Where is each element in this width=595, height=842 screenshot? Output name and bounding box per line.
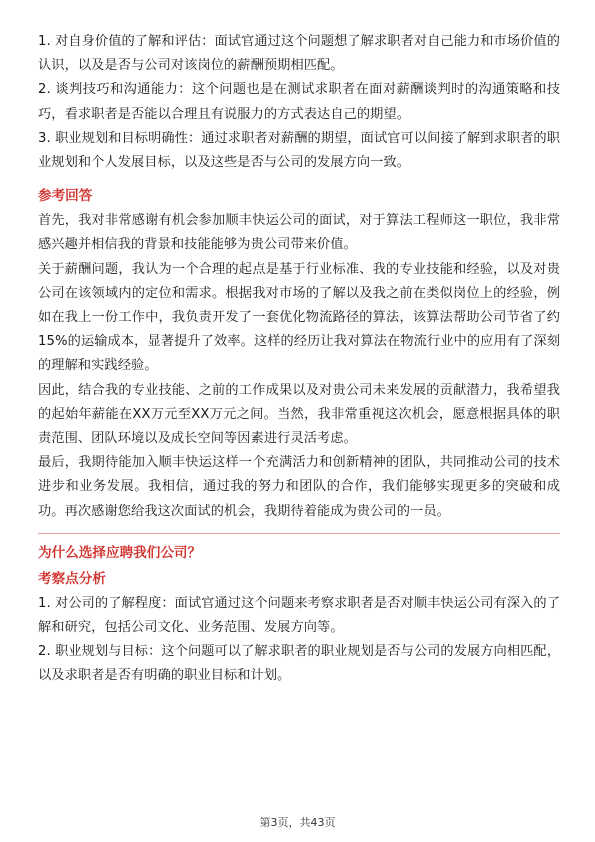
question-title: 为什么选择应聘我们公司？ (38, 544, 202, 561)
analysis-point-2: 2. 职业规划与目标：这个问题可以了解求职者的职业规划是否与公司的发展方向相匹配，以及求职者是否有明确的职业目标和计划。 (38, 644, 560, 684)
reference-paragraph-1: 首先，我对非常感谢有机会参加顺丰快运公司的面试，对于算法工程师这一职位，我非常感兴趣并相信我的背景和技能能够为贵公司带来价值。 (38, 213, 560, 253)
reference-answer-heading: 参考回答 (38, 188, 93, 205)
reference-paragraph-3: 因此，结合我的专业技能、之前的工作成果以及对贵公司未来发展的贡献潜力，我希望我的起始年薪能在XX万元至XX万元之间。当然，我非常重视这次机会，愿意根据具体的职责范围、团队环境以及成长空间等因素进行灵活考虑。 (38, 382, 560, 447)
assessment-point-3: 3. 职业规划和目标明确性：通过求职者对薪酬的期望，面试官可以间接了解到求职者的职业规划和个人发展目标，以及这些是否与公司的发展方向一致。 (38, 130, 560, 171)
analysis-point-1: 1. 对公司的了解程度：面试官通过这个问题来考察求职者是否对顺丰快运公司有深入的了解和研究，包括公司文化、业务范围、发展方向等。 (38, 595, 560, 636)
assessment-points-list (38, 30, 560, 175)
reference-answer-section (38, 183, 560, 524)
question-section (38, 540, 560, 689)
section-divider (38, 533, 560, 534)
reference-paragraph-4: 最后，我期待能加入顺丰快运这样一个充满活力和创新精神的团队，共同推动公司的技术进步和业务发展。我相信，通过我的努力和团队的合作，我们能够实现更多的突破和成功。再次感谢您给我这次面试的机会，我期待着能成为贵公司的一员。 (38, 455, 560, 519)
assessment-point-2: 2. 谈判技巧和沟通能力：这个问题也是在测试求职者在面对薪酬谈判时的沟通策略和技巧，看求职者是否能以合理且有说服力的方式表达自己的期望。 (38, 82, 560, 122)
reference-paragraph-2: 关于薪酬问题，我认为一个合理的起点是基于行业标准、我的专业技能和经验，以及对贵公司在该领域内的定位和需求。根据我对市场的了解以及我之前在类似岗位上的经验，例如在我上一份工作中，我负责开发了一套优化物流路径的算法，该算法帮助公司节省了约15%的运输成本，显著提升了效率。这样的经历让我对算法在物流行业中的应用有了深刻的理解和实践经验。 (38, 261, 560, 374)
page-number: 第3页，共43页 (259, 816, 336, 829)
document-page (38, 30, 560, 689)
analysis-heading: 考察点分析 (38, 570, 106, 587)
assessment-point-1: 1. 对自身价值的了解和评估：面试官通过这个问题想了解求职者对自己能力和市场价值的认识，以及是否与公司对该岗位的薪酬预期相匹配。 (38, 34, 560, 74)
